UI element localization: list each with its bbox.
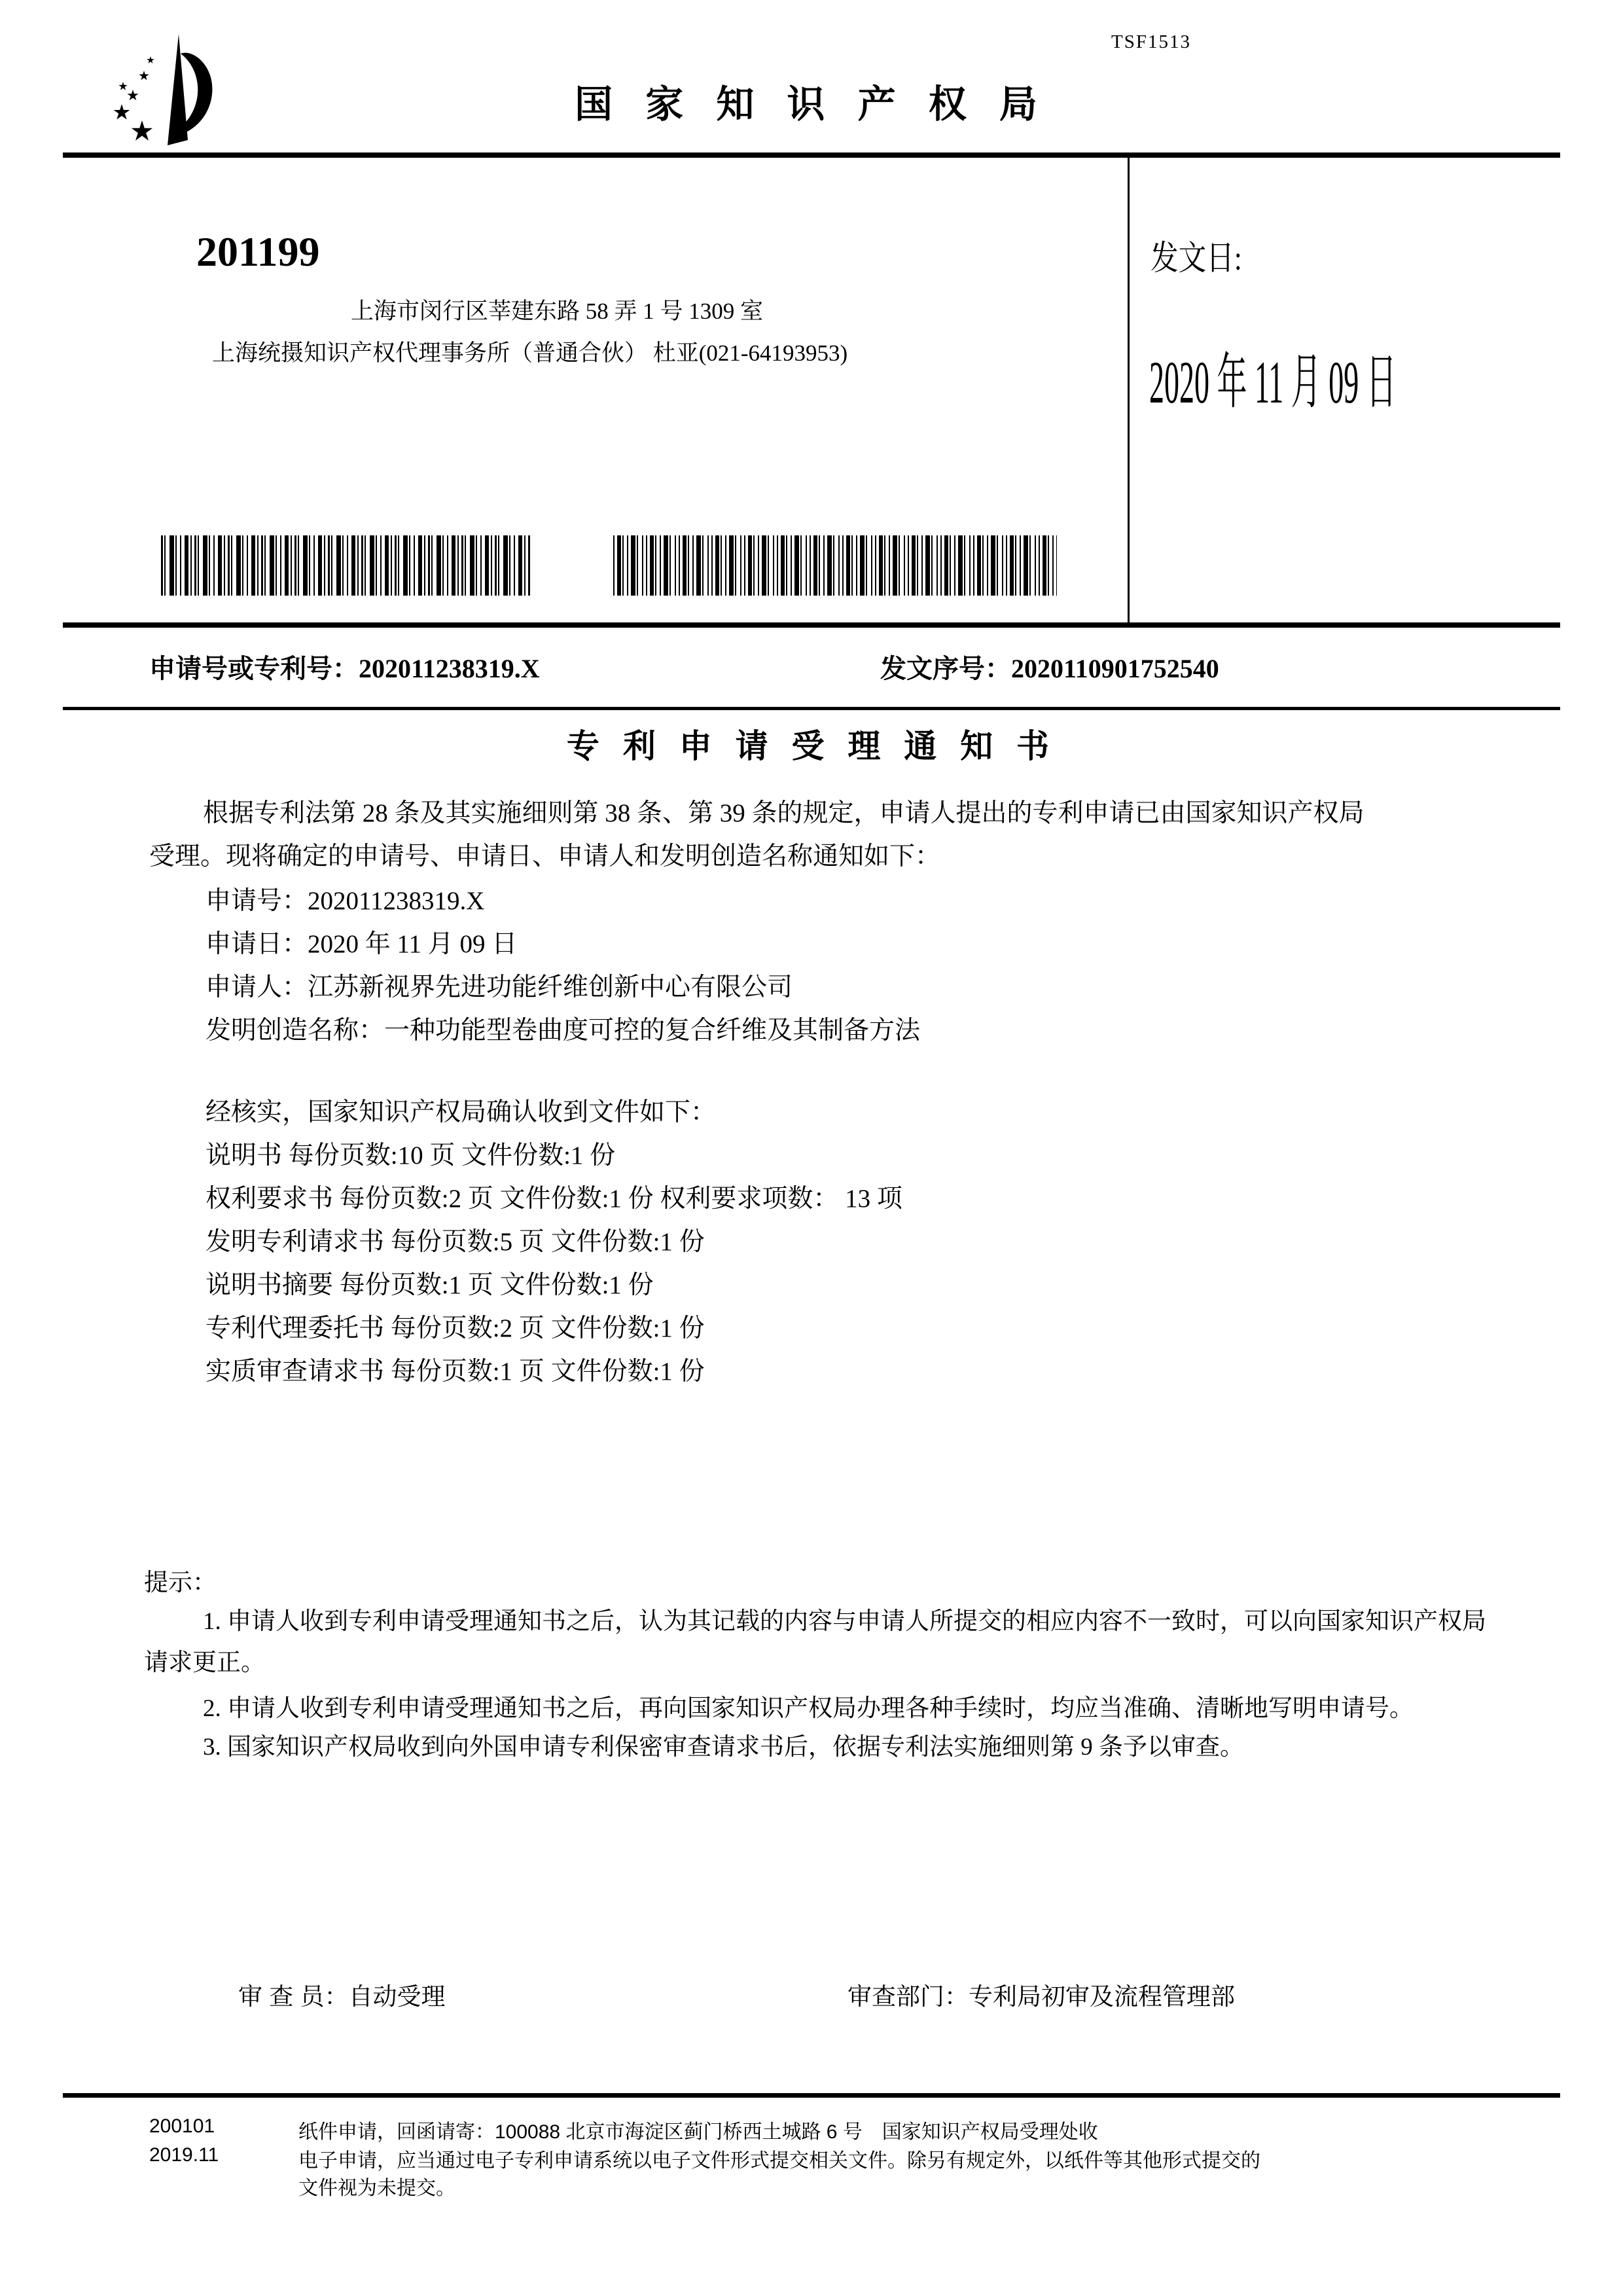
footer-efiling-line: 电子申请，应当通过电子专利申请系统以电子文件形式提交相关文件。除另有规定外，以纸件等其他形式提交的 [298,2150,1260,2172]
footer-code-2: 2019.11 [149,2144,219,2166]
notes-label: 提示： [144,1570,217,1596]
application-number-row [149,648,540,685]
examiner-value: 自动受理 [348,1983,446,2010]
footer-code-1: 200101 [149,2115,215,2137]
issue-date-value: 2020 年 11 月 09 日 [1149,349,1397,416]
received-intro: 经核实，国家知识产权局确认收到文件如下： [205,1098,717,1126]
examiner-label: 审 查 员： [238,1983,349,2010]
footer-paper-filing-line: 纸件申请，回函请寄：100088 北京市海淀区蓟门桥西土城路 6 号 国家知识产权局受理处收 [298,2121,1098,2143]
notice-title: 专 利 申 请 受 理 通 知 书 [566,728,1057,764]
application-number-barcode [161,535,531,596]
intro-line: 根据专利法第 28 条及其实施细则第 38 条、第 39 条的规定，申请人提出的专利申请已由国家知识产权局 [203,799,1364,827]
recipient-mail-code: 201199 [196,228,320,275]
field-application-number: 申请号：202011238319.X [205,887,485,915]
department-label: 审查部门： [847,1983,969,2010]
field-applicant: 申请人：江苏新视界先进功能纤维创新中心有限公司 [205,973,793,1001]
header-rule [63,152,1560,158]
form-code: TSF1513 [1111,31,1191,52]
received-item-abstract: 说明书摘要 每份页数:1 页 文件份数:1 份 [205,1271,654,1299]
application-number-value: 202011238319.X [359,654,540,683]
application-number-label: 申请号或专利号： [149,654,359,683]
recipient-address-line1: 上海市闵行区莘建东路 58 弄 1 号 1309 室 [351,298,764,324]
agency-header-title: 国 家 知 识 产 权 局 [575,83,1048,126]
intro-line: 受理。现将确定的申请号、申请日、申请人和发明创造名称通知如下： [149,842,941,870]
note-line-3: 3. 国家知识产权局收到向外国申请专利保密审查请求书后，依据专利法实施细则第 9 条予以审查。 [203,1734,1244,1761]
field-invention-title: 发明创造名称：一种功能型卷曲度可控的复合纤维及其制备方法 [205,1016,921,1045]
title-section-rule [63,707,1560,710]
footer-rule [63,2093,1560,2098]
received-item-description: 说明书 每份页数:10 页 文件份数:1 份 [205,1141,616,1170]
serial-number-barcode [613,535,1057,596]
received-item-request: 发明专利请求书 每份页数:5 页 文件份数:1 份 [205,1228,705,1256]
panel-divider [1128,152,1130,625]
note-line-1: 1. 申请人收到专利申请受理通知书之后，认为其记载的内容与申请人所提交的相应内容不一致时，可以向国家知识产权局 [203,1608,1486,1635]
note-line-1-continued: 请求更正。 [144,1649,265,1676]
department-value: 专利局初审及流程管理部 [969,1983,1235,2010]
serial-number-row [880,648,1219,685]
received-item-exam-request: 实质审查请求书 每份页数:1 页 文件份数:1 份 [205,1357,705,1386]
footer-efiling-line-continued: 文件视为未提交。 [298,2178,455,2199]
examiner-row [238,1977,446,2012]
received-item-claims: 权利要求书 每份页数:2 页 文件份数:1 份 权利要求项数： 13 项 [205,1185,902,1213]
field-application-date: 申请日：2020 年 11 月 09 日 [205,930,518,958]
issue-date-label: 发文日: [1150,240,1242,278]
note-line-2: 2. 申请人收到专利申请受理通知书之后，再向国家知识产权局办理各种手续时，均应当准确、清晰地写明申请号。 [203,1695,1414,1722]
department-row [847,1977,1235,2012]
recipient-address-line2: 上海统摄知识产权代理事务所（普通合伙） 杜亚(021-64193953) [212,340,848,366]
serial-number-value: 2020110901752540 [1011,654,1219,683]
received-item-power-of-attorney: 专利代理委托书 每份页数:2 页 文件份数:1 份 [205,1314,705,1342]
serial-number-label: 发文序号： [880,654,1011,683]
barcode-section-rule [63,622,1560,628]
